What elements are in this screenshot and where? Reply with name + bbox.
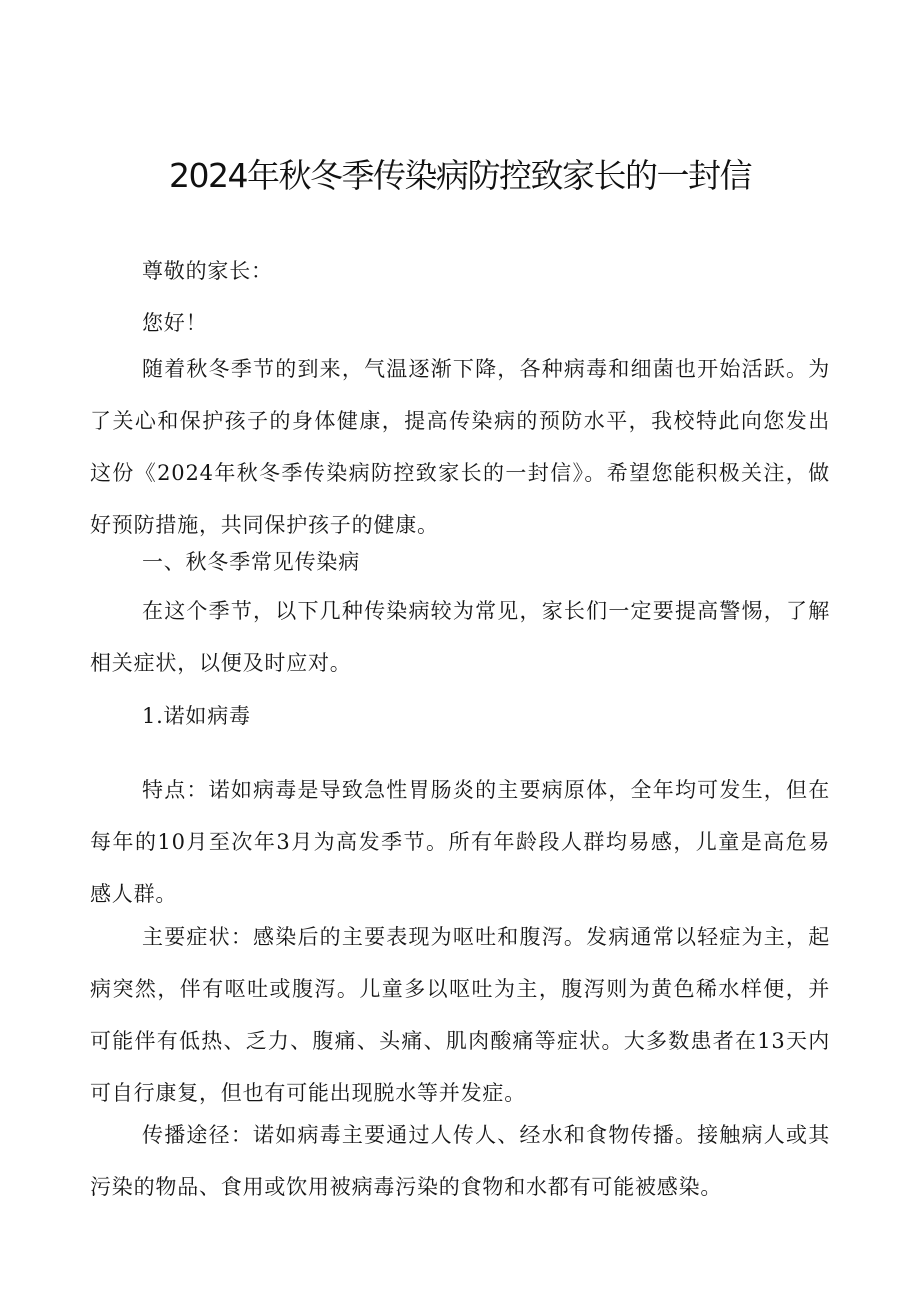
greeting: 您好！ xyxy=(142,311,208,335)
intro-paragraph: 随着秋冬季节的到来，气温逐渐下降，各种病毒和细菌也开始活跃。为了关心和保护孩子的身体健康，提高传染病的预防水平，我校特此向您发出这份《2024年秋冬季传染病防控致家长的一封信》。希望您能积极关注，做好预防措施，共同保护孩子的健康。 xyxy=(90,357,830,537)
norovirus-features-paragraph: 特点：诺如病毒是导致急性胃肠炎的主要病原体，全年均可发生，但在每年的10月至次年3月为高发季节。所有年龄段人群均易感，儿童是高危易感人群。 xyxy=(90,778,830,906)
disease-heading-norovirus: 1.诺如病毒 xyxy=(142,704,251,728)
section-heading-common-diseases: 一、秋冬季常见传染病 xyxy=(142,550,360,574)
section-intro-paragraph: 在这个季节，以下几种传染病较为常见，家长们一定要提高警惕，了解相关症状，以便及时应对。 xyxy=(90,599,830,675)
salutation: 尊敬的家长： xyxy=(142,259,273,283)
norovirus-transmission-paragraph: 传播途径：诺如病毒主要通过人传人、经水和食物传播。接触病人或其污染的物品、食用或饮用被病毒污染的食物和水都有可能被感染。 xyxy=(90,1123,830,1199)
norovirus-symptoms-paragraph: 主要症状：感染后的主要表现为呕吐和腹泻。发病通常以轻症为主，起病突然，伴有呕吐或腹泻。儿童多以呕吐为主，腹泻则为黄色稀水样便，并可能伴有低热、乏力、腹痛、头痛、肌肉酸痛等症状。大多数患者在13天内可自行康复，但也有可能出现脱水等并发症。 xyxy=(90,925,830,1105)
document-title: 2024年秋冬季传染病防控致家长的一封信 xyxy=(169,156,751,195)
